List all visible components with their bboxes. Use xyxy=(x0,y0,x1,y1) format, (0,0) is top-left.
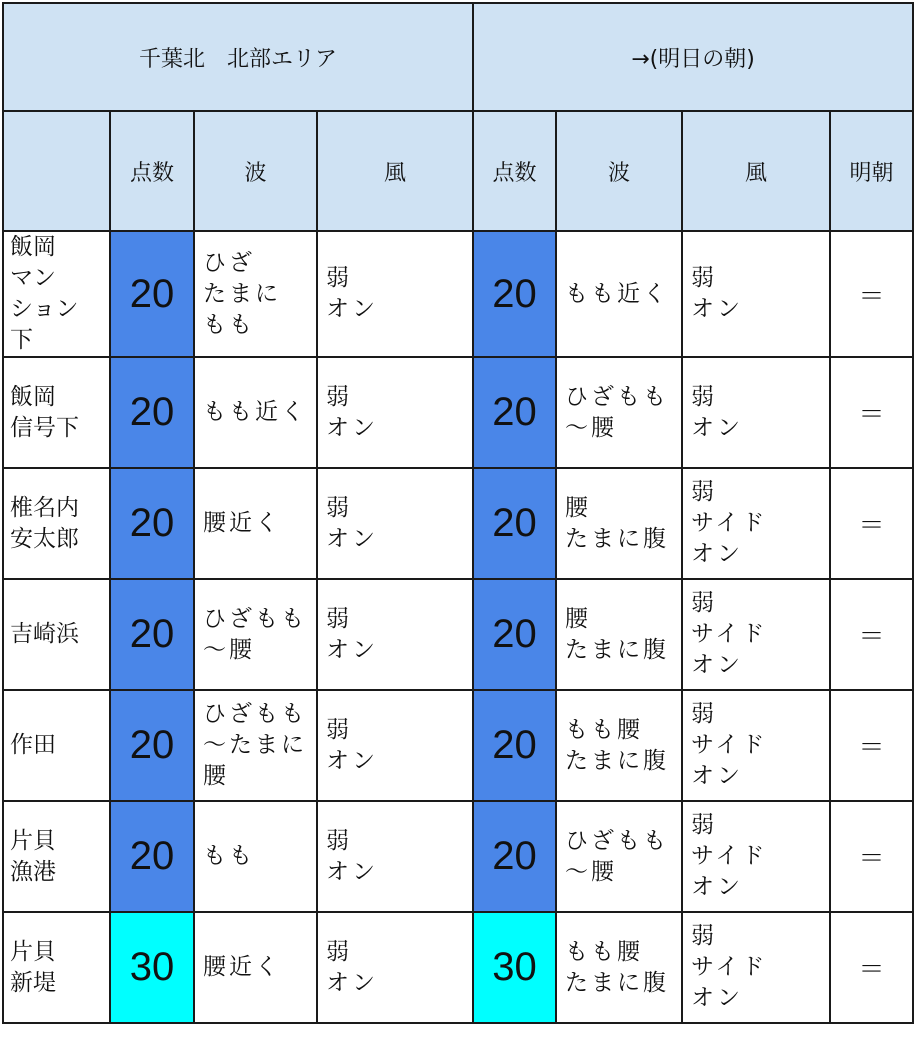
spot-name: 片貝 新堤 xyxy=(3,912,110,1023)
spot-name: 椎名内 安太郎 xyxy=(3,468,110,579)
spot-name: 片貝 漁港 xyxy=(3,801,110,912)
score-cell: 20 xyxy=(110,468,194,579)
table-row xyxy=(3,468,913,579)
score-cell: 20 xyxy=(110,579,194,690)
score-cell: 20 xyxy=(110,357,194,468)
wind-column-header: 風 xyxy=(317,111,473,231)
table-row xyxy=(3,579,913,690)
wind-next-cell: 弱 オン xyxy=(682,231,830,357)
header-row-top xyxy=(3,3,913,111)
spot-name: 吉崎浜 xyxy=(3,579,110,690)
score-next-cell: 20 xyxy=(473,357,556,468)
tomorrow-cell: ＝ xyxy=(830,579,913,690)
score-next-cell: 20 xyxy=(473,579,556,690)
spot-name: 作田 xyxy=(3,690,110,801)
score-next-cell: 20 xyxy=(473,231,556,357)
table-row xyxy=(3,801,913,912)
spot-column-header xyxy=(3,111,110,231)
tomorrow-cell: ＝ xyxy=(830,801,913,912)
tomorrow-cell: ＝ xyxy=(830,357,913,468)
wave-cell: ひざ たまに もも xyxy=(194,231,317,357)
forecast-title: →(明日の朝) xyxy=(473,3,913,111)
wind-cell: 弱 オン xyxy=(317,801,473,912)
wave-next-cell: 腰 たまに腹 xyxy=(556,579,682,690)
table-row xyxy=(3,231,913,357)
tomorrow-cell: ＝ xyxy=(830,912,913,1023)
wave-next-cell: もも腰 たまに腹 xyxy=(556,690,682,801)
wind-next-column-header: 風 xyxy=(682,111,830,231)
wind-next-cell: 弱 サイド オン xyxy=(682,801,830,912)
tomorrow-column-header: 明朝 xyxy=(830,111,913,231)
wind-cell: 弱 オン xyxy=(317,231,473,357)
table-row xyxy=(3,690,913,801)
forecast-rows xyxy=(3,231,913,1023)
wave-next-cell: もも近く xyxy=(556,231,682,357)
wind-cell: 弱 オン xyxy=(317,579,473,690)
wind-next-cell: 弱 サイド オン xyxy=(682,912,830,1023)
wind-next-cell: 弱 サイド オン xyxy=(682,468,830,579)
table-row xyxy=(3,912,913,1023)
header-row-columns xyxy=(3,111,913,231)
score-next-cell: 20 xyxy=(473,690,556,801)
surf-forecast-table xyxy=(2,2,914,1024)
wave-next-cell: もも腰 たまに腹 xyxy=(556,912,682,1023)
score-next-cell: 20 xyxy=(473,801,556,912)
wave-next-column-header: 波 xyxy=(556,111,682,231)
wind-cell: 弱 オン xyxy=(317,357,473,468)
wave-cell: 腰近く xyxy=(194,912,317,1023)
wave-column-header: 波 xyxy=(194,111,317,231)
score-cell: 30 xyxy=(110,912,194,1023)
score-next-column-header: 点数 xyxy=(473,111,556,231)
tomorrow-cell: ＝ xyxy=(830,231,913,357)
wave-cell: 腰近く xyxy=(194,468,317,579)
wave-cell: ひざもも 〜たまに 腰 xyxy=(194,690,317,801)
score-cell: 20 xyxy=(110,231,194,357)
tomorrow-cell: ＝ xyxy=(830,690,913,801)
wind-next-cell: 弱 サイド オン xyxy=(682,690,830,801)
wind-next-cell: 弱 オン xyxy=(682,357,830,468)
wave-cell: ひざもも 〜腰 xyxy=(194,579,317,690)
tomorrow-cell: ＝ xyxy=(830,468,913,579)
score-cell: 20 xyxy=(110,690,194,801)
wind-cell: 弱 オン xyxy=(317,468,473,579)
wind-next-cell: 弱 サイド オン xyxy=(682,579,830,690)
score-column-header: 点数 xyxy=(110,111,194,231)
wave-cell: もも近く xyxy=(194,357,317,468)
wave-next-cell: ひざもも 〜腰 xyxy=(556,357,682,468)
wind-cell: 弱 オン xyxy=(317,690,473,801)
table-row xyxy=(3,357,913,468)
score-cell: 20 xyxy=(110,801,194,912)
score-next-cell: 30 xyxy=(473,912,556,1023)
wave-next-cell: 腰 たまに腹 xyxy=(556,468,682,579)
wave-next-cell: ひざもも 〜腰 xyxy=(556,801,682,912)
spot-name: 飯岡 信号下 xyxy=(3,357,110,468)
area-title: 千葉北 北部エリア xyxy=(3,3,473,111)
score-next-cell: 20 xyxy=(473,468,556,579)
spot-name: 飯岡 マン ション 下 xyxy=(3,231,110,357)
wave-cell: もも xyxy=(194,801,317,912)
wind-cell: 弱 オン xyxy=(317,912,473,1023)
